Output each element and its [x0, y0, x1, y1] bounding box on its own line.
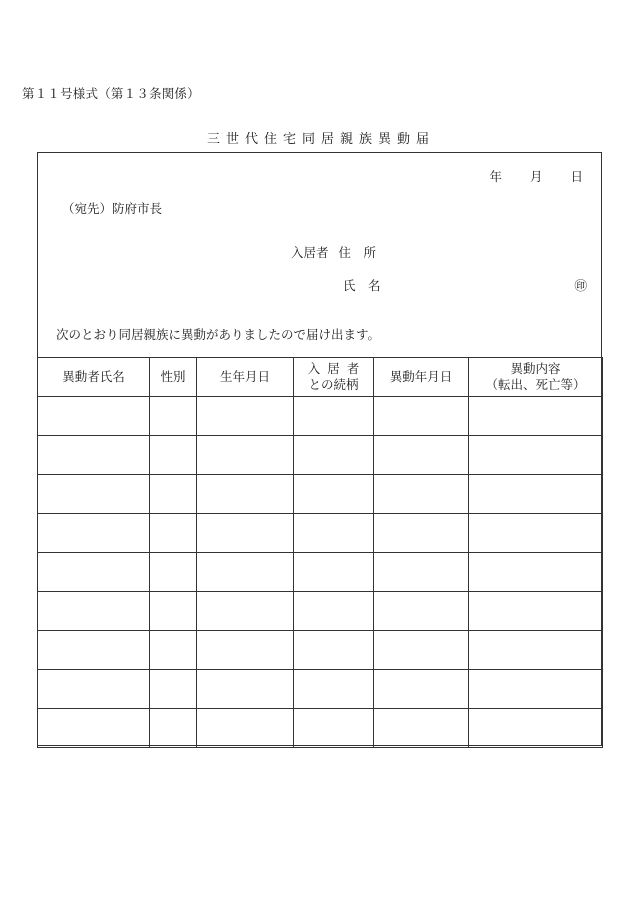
gender-cell[interactable]	[150, 514, 197, 553]
birthdate-cell[interactable]	[197, 514, 294, 553]
change-content-cell[interactable]	[469, 709, 603, 748]
birthdate-cell[interactable]	[197, 553, 294, 592]
gender-cell[interactable]	[150, 553, 197, 592]
change-content-cell[interactable]	[469, 553, 603, 592]
change-date-cell[interactable]	[374, 475, 469, 514]
date-month-label: 月	[529, 169, 543, 184]
person-name-cell[interactable]	[38, 631, 150, 670]
relationship-cell[interactable]	[294, 514, 374, 553]
header-relationship: 入居者 との続柄	[294, 358, 374, 397]
table-row	[38, 397, 603, 436]
gender-cell[interactable]	[150, 631, 197, 670]
gender-cell[interactable]	[150, 709, 197, 748]
change-date-cell[interactable]	[374, 631, 469, 670]
table-row	[38, 514, 603, 553]
birthdate-cell[interactable]	[197, 709, 294, 748]
gender-cell[interactable]	[150, 670, 197, 709]
change-content-cell[interactable]	[469, 592, 603, 631]
header-birthdate: 生年月日	[197, 358, 294, 397]
address-label: 住 所	[338, 245, 377, 260]
person-name-cell[interactable]	[38, 514, 150, 553]
relationship-cell[interactable]	[294, 670, 374, 709]
birthdate-cell[interactable]	[197, 670, 294, 709]
table-row	[38, 436, 603, 475]
relationship-cell[interactable]	[294, 397, 374, 436]
date-line	[489, 167, 583, 185]
person-name-cell[interactable]	[38, 709, 150, 748]
relationship-cell[interactable]	[294, 631, 374, 670]
resident-name-line	[343, 276, 381, 294]
relationship-cell[interactable]	[294, 436, 374, 475]
table-row	[38, 592, 603, 631]
change-content-cell[interactable]	[469, 631, 603, 670]
table-row	[38, 631, 603, 670]
gender-cell[interactable]	[150, 592, 197, 631]
relationship-cell[interactable]	[294, 553, 374, 592]
resident-label: 入居者	[291, 245, 329, 260]
header-person-name: 異動者氏名	[38, 358, 150, 397]
date-year-label: 年	[489, 169, 502, 184]
birthdate-cell[interactable]	[197, 436, 294, 475]
gender-cell[interactable]	[150, 397, 197, 436]
change-content-cell[interactable]	[469, 514, 603, 553]
resident-address-line	[291, 243, 376, 261]
intro-text: 次のとおり同居親族に異動がありましたので届け出ます。	[56, 327, 381, 342]
change-content-cell[interactable]	[469, 436, 603, 475]
birthdate-cell[interactable]	[197, 397, 294, 436]
form-frame	[37, 152, 602, 746]
birthdate-cell[interactable]	[197, 631, 294, 670]
change-date-cell[interactable]	[374, 514, 469, 553]
table-row	[38, 475, 603, 514]
change-date-cell[interactable]	[374, 709, 469, 748]
change-date-cell[interactable]	[374, 592, 469, 631]
table-row	[38, 670, 603, 709]
form-number: 第１１号様式（第１３条関係）	[22, 86, 200, 101]
form-header	[38, 153, 601, 358]
form-title: 三世代住宅同居親族異動届	[206, 132, 435, 147]
table-row	[38, 709, 603, 748]
change-table	[37, 357, 603, 748]
change-date-cell[interactable]	[374, 670, 469, 709]
person-name-cell[interactable]	[38, 592, 150, 631]
table-row	[38, 553, 603, 592]
header-gender: 性別	[150, 358, 197, 397]
birthdate-cell[interactable]	[197, 592, 294, 631]
person-name-cell[interactable]	[38, 670, 150, 709]
gender-cell[interactable]	[150, 436, 197, 475]
person-name-cell[interactable]	[38, 475, 150, 514]
addressee: （宛先）防府市長	[62, 201, 163, 216]
change-content-cell[interactable]	[469, 397, 603, 436]
change-content-cell[interactable]	[469, 670, 603, 709]
header-change-date: 異動年月日	[374, 358, 469, 397]
person-name-cell[interactable]	[38, 397, 150, 436]
gender-cell[interactable]	[150, 475, 197, 514]
birthdate-cell[interactable]	[197, 475, 294, 514]
change-date-cell[interactable]	[374, 553, 469, 592]
date-day-label: 日	[570, 169, 583, 184]
person-name-cell[interactable]	[38, 436, 150, 475]
change-date-cell[interactable]	[374, 436, 469, 475]
relationship-cell[interactable]	[294, 592, 374, 631]
relationship-cell[interactable]	[294, 475, 374, 514]
change-date-cell[interactable]	[374, 397, 469, 436]
table-header-row	[38, 358, 603, 397]
header-change-content: 異動内容 （転出、死亡等）	[469, 358, 603, 397]
relationship-cell[interactable]	[294, 709, 374, 748]
person-name-cell[interactable]	[38, 553, 150, 592]
change-content-cell[interactable]	[469, 475, 603, 514]
seal-mark: ㊞	[574, 278, 587, 293]
name-label: 氏 名	[343, 278, 381, 293]
